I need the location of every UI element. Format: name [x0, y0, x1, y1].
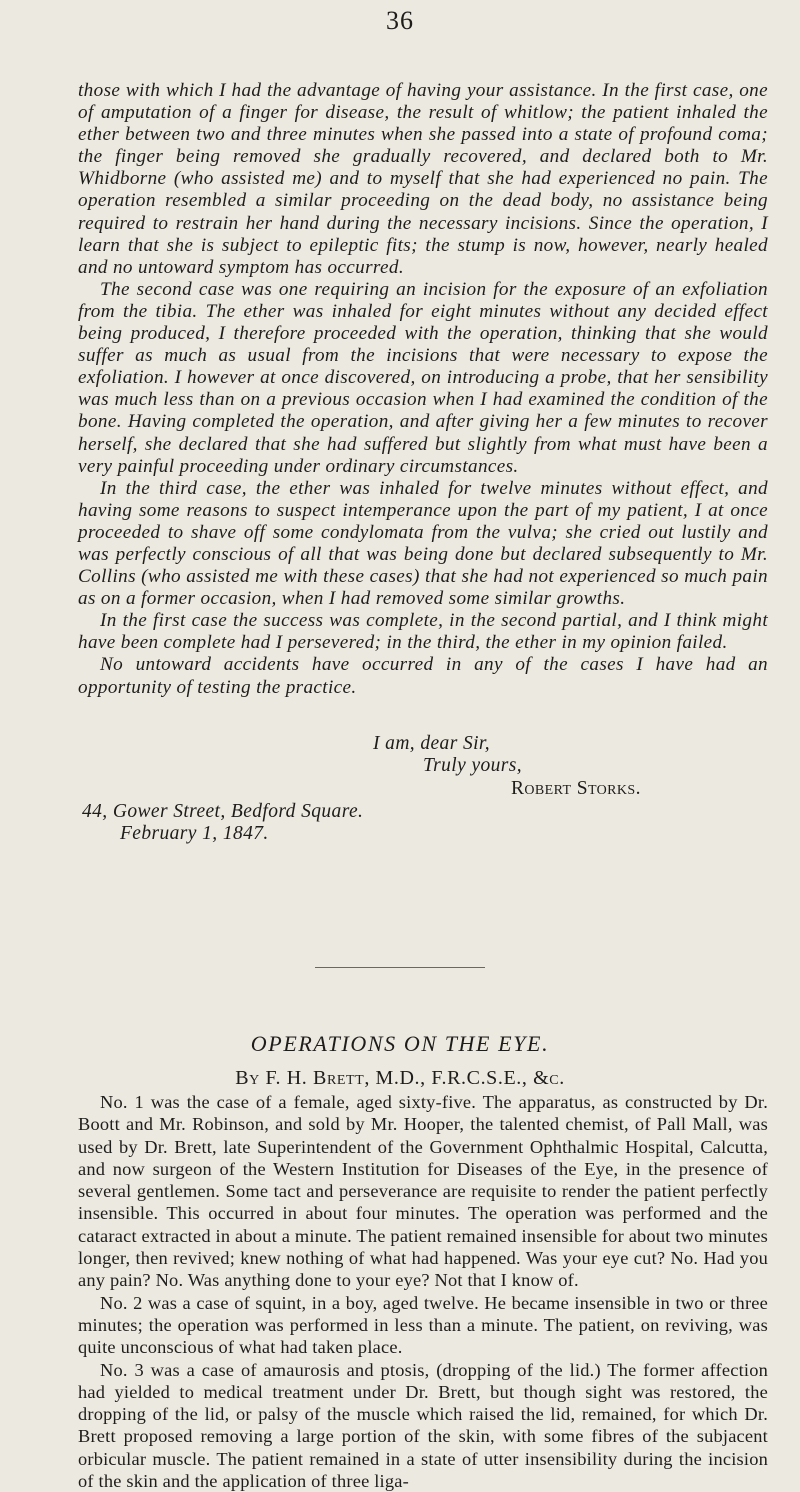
letter-paragraph: The second case was one requiring an incision for the exposure of an exfoliation from the tibia. The ether was inhaled for eight minutes without any decided effect being produced, I therefore proceeded with the operation, thinking that she would suffer as much as usual from the incisions that were necessary to expose the exfoliation. I however at once discovered, on introducing a probe, that her sensibility was much less than on a previous occasion when I had examined the condition of the bone. Having completed the operation, and after giving her a few minutes to recover herself, she declared that she had suffered but slightly from what must have been a very painful proceeding under ordinary circumstances. [78, 278, 768, 477]
article-paragraph: No. 1 was the case of a female, aged sixty-five. The apparatus, as constructed by Dr. Boott and Mr. Robinson, and sold by Mr. Hooper, the talented chemist, of Pall Mall, was used by Dr. Brett, late Superintendent of the Government Ophthalmic Hospital, Calcutta, and now surgeon of the Western Institution for Diseases of the Eye, in the presence of several gentlemen. Some tact and perseverance are requisite to render the patient perfectly insensible. This occurred in about four minutes. The operation was performed and the cataract extracted in about a minute. The patient remained insensible for about two minutes longer, then revived; knew nothing of what had happened. Was your eye cut? No. Had you any pain? No. Was anything done to your eye? Not that I know of. [78, 1092, 768, 1291]
article-body [78, 1091, 768, 1492]
letter-body [78, 80, 768, 699]
page-number: 36 [386, 6, 414, 35]
letter-paragraph: In the first case the success was complete, in the second partial, and I think might have been complete had I persevered; in the third, the ether in my opinion failed. [78, 610, 768, 654]
article-title: OPERATIONS ON THE EYE. [250, 1031, 550, 1056]
closing-salutation: I am, dear Sir, [373, 733, 491, 754]
letter-paragraph: those with which I had the advantage of having your assistance. In the first case, one of amputation of a finger for disease, the result of whitlow; the patient inhaled the ether between two and three minutes when she passed into a state of profound coma; the finger being removed she gradually recovered, and declared both to Mr. Whidborne (who assisted me) and to myself that she had experienced no pain. The operation resembled a similar proceeding on the dead body, no assistance being required to restrain her hand during the necessary incisions. Since the operation, I learn that she is subject to epileptic fits; the stump is now, however, nearly healed and no untoward symptom has occurred. [78, 80, 768, 278]
signature: Robert Storks. [511, 778, 641, 799]
closing-valediction: Truly yours, [423, 755, 523, 776]
address: 44, Gower Street, Bedford Square. [82, 801, 364, 822]
letter-paragraph: No untoward accidents have occurred in any of the cases I have had an opportunity of testing the practice. [78, 654, 768, 698]
section-divider [315, 967, 485, 968]
letter-paragraph: In the third case, the ether was inhaled for twelve minutes without effect, and having some reasons to suspect intemperance upon the part of my patient, I at once proceeded to shave off some condylomata from the vulva; she cried out lustily and was perfectly conscious of all that was being done but declared subsequently to Mr. Collins (who assisted me with these cases) that she had not experienced so much pain as on a former occasion, when I had removed some similar growths. [78, 477, 768, 610]
article-paragraph: No. 3 was a case of amaurosis and ptosis, (dropping of the lid.) The former affection had yielded to medical treatment under Dr. Brett, but though sight was restored, the dropping of the lid, or palsy of the muscle which raised the lid, remained, for which Dr. Brett proposed removing a large portion of the skin, with some fibres of the subjacent orbicular muscle. The patient remained in a state of utter insensibility during the incision of the skin and the application of three liga- [78, 1359, 768, 1492]
article-byline: By F. H. Brett, M.D., F.R.C.S.E., &c. [235, 1067, 565, 1089]
letter-date: February 1, 1847. [120, 823, 269, 844]
article-paragraph: No. 2 was a case of squint, in a boy, aged twelve. He became insensible in two or three minutes; the operation was performed in less than a minute. The patient, on reviving, was quite unconscious of what had taken place. [78, 1292, 768, 1358]
